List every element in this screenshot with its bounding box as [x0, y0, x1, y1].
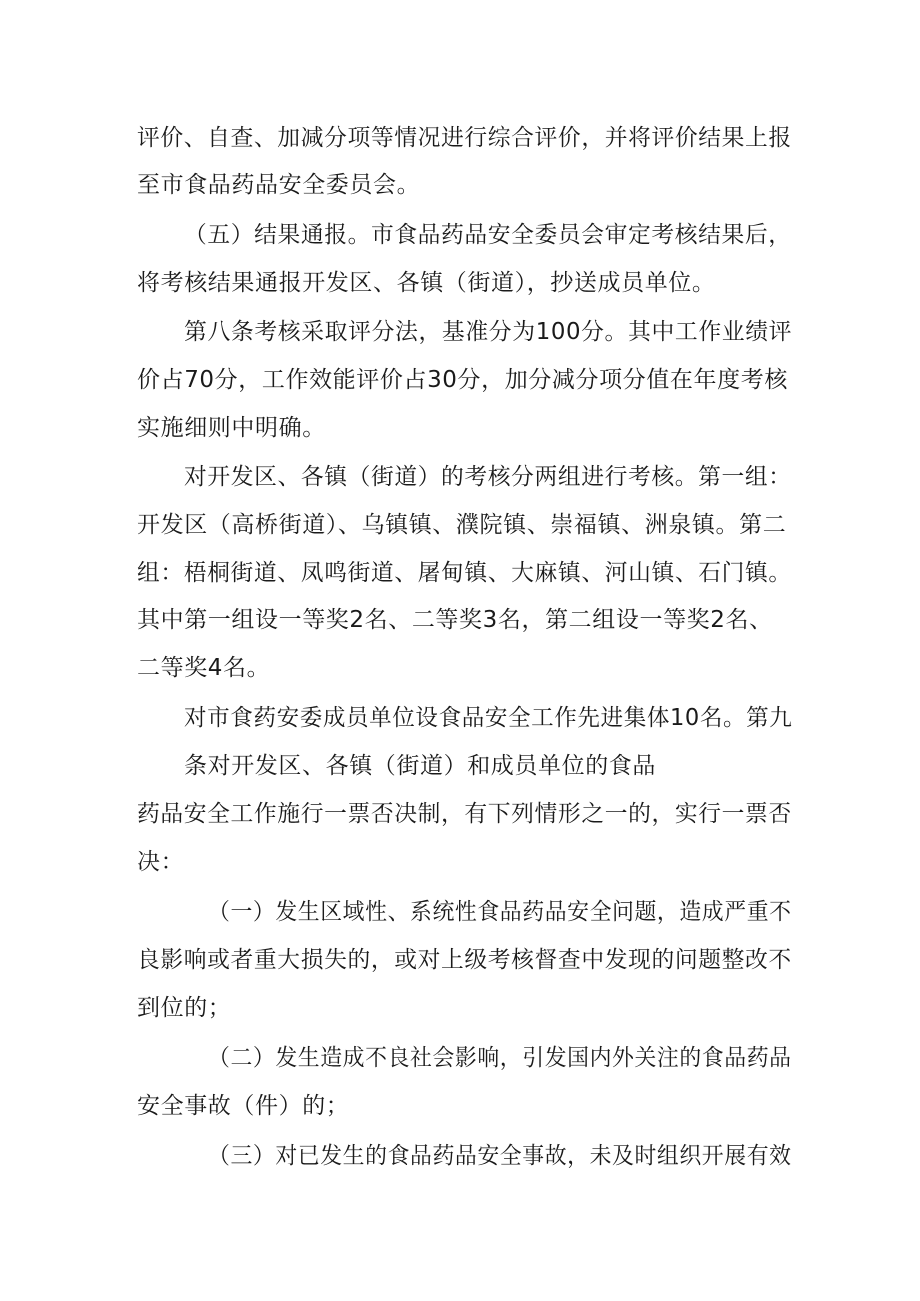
text-line: 良影响或者重大损失的，或对上级考核督查中发现的问题整改不	[137, 947, 792, 973]
text-line: （三）对已发生的食品药品安全事故，未及时组织开展有效	[208, 1143, 792, 1169]
text-line: （二）发生造成不良社会影响，引发国内外关注的食品药品	[208, 1045, 792, 1071]
text-line: 对开发区、各镇（街道）的考核分两组进行考核。第一组：	[184, 464, 792, 490]
text-line: 第八条考核采取评分法，基准分为100分。其中工作业绩评	[184, 319, 793, 345]
text-line: 药品安全工作施行一票否决制，有下列情形之一的，实行一票否	[137, 801, 792, 827]
text-line: 评价、自查、加减分项等情况进行综合评价，并将评价结果上报	[137, 125, 792, 151]
text-line: 安全事故（件）的；	[137, 1093, 350, 1119]
text-line: （一）发生区域性、系统性食品药品安全问题，造成严重不	[208, 899, 792, 925]
text-line: 实施细则中明确。	[137, 415, 326, 441]
text-line: 二等奖4名。	[137, 655, 271, 681]
text-line: 至市食品药品安全委员会。	[137, 172, 421, 198]
text-line: 对市食药安委成员单位设食品安全工作先进集体10名。第九	[184, 705, 793, 731]
text-line: 到位的；	[137, 995, 232, 1021]
text-line: （五）结果通报。市食品药品安全委员会审定考核结果后，	[184, 222, 792, 248]
text-line: 组：梧桐街道、凤鸣街道、屠甸镇、大麻镇、河山镇、石门镇。	[137, 560, 792, 586]
text-line: 其中第一组设一等奖2名、二等奖3名，第二组设一等奖2名、	[137, 607, 773, 633]
text-line: 决：	[137, 849, 185, 875]
text-line: 将考核结果通报开发区、各镇（街道），抄送成员单位。	[137, 270, 716, 296]
text-line: 开发区（高桥街道）、乌镇镇、濮院镇、崇福镇、洲泉镇。第二	[137, 512, 787, 538]
text-line: 条对开发区、各镇（街道）和成员单位的食品	[184, 753, 656, 779]
text-line: 价占70分，工作效能评价占30分，加分减分项分值在年度考核	[137, 367, 788, 393]
